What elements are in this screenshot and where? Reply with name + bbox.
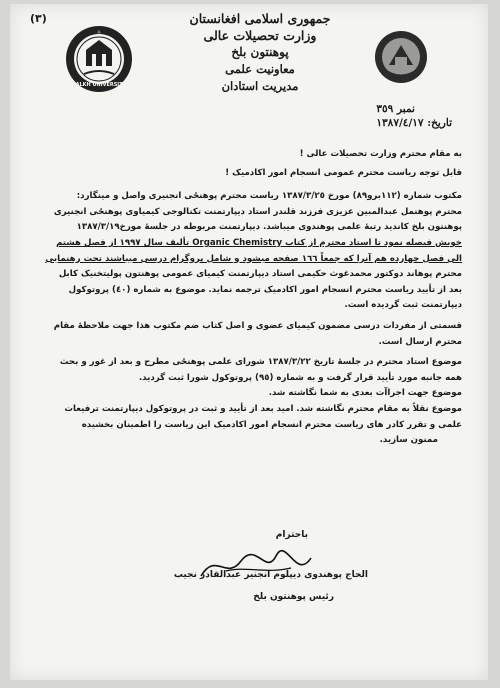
body-line: دیپارتمنت ثبت گردیده است. bbox=[344, 300, 462, 311]
reference-block bbox=[376, 102, 452, 130]
signer-name: الحاج پوهندوی دیپلوم انجنیر عبدالقادر نجیب bbox=[173, 570, 368, 580]
body-line: موضوع استاد محترم در جلسهٔ تاریخ ١٣٨٧/٣/٢٢ شورای علمی پوهنځی مطرح و بعد از غور و بحث bbox=[59, 357, 462, 368]
closing-regards: باحترام bbox=[275, 530, 308, 540]
letterhead bbox=[160, 10, 360, 95]
body-line: موضوع جهت اجراآت بعدی به شما نگاشته شد. bbox=[268, 388, 462, 399]
header-line-5: مدیریت استادان bbox=[221, 79, 299, 93]
body-line: قسمتی از مفردات درسی مضمون کیمیای عضوی و اصل کتاب ضم مکتوب هذا جهت ملاحظهٔ مقام bbox=[53, 320, 462, 331]
document-page bbox=[10, 4, 488, 680]
page-number-mark: (٣) bbox=[30, 12, 47, 25]
body-line: مکتوب شماره (١١٢برو٨٩) مورخ ١٣٨٧/٣/٢٥ ریاست محترم پوهنځی انجنیری واصل و مینگارد: bbox=[76, 191, 462, 202]
body-line: الی فصل چهارده هم آنرا که جمعاً ١٦٦ صفحه میشود و شامل پروگرام درسی میباشند تحت رهنمایی bbox=[45, 253, 462, 264]
body-line: ممنون سازید. bbox=[379, 435, 438, 446]
body-line: همه جانبه مورد تأیید قرار گرفت و به شماره (٩٥) پروتوکول شورا ثبت گردید. bbox=[138, 372, 462, 383]
attention-line: قابل توجه ریاست محترم عمومی انسجام امور اکادمیک ! bbox=[225, 167, 462, 178]
reference-number: نمبر ٣٥٩ bbox=[376, 103, 415, 115]
signer-title: رئیس پوهنتون بلخ bbox=[253, 592, 334, 602]
handwritten-signature-icon bbox=[196, 546, 316, 586]
addressee-line: به مقام محترم وزارت تحصیلات عالی ! bbox=[299, 149, 462, 159]
header-line-3: پوهنتون بلخ bbox=[231, 45, 289, 59]
reference-date: تاریخ: ١٣٨٧/٤/١٧ bbox=[376, 117, 452, 129]
letter-body bbox=[36, 147, 462, 449]
svg-text:☼: ☼ bbox=[96, 30, 102, 36]
body-line: محترم پوهنمل عبدالمبین عزیزی فرزند قلندر استاد دیپارتمنت تکنالوجی کیمیاوی پوهنځی انجنیری bbox=[53, 206, 462, 217]
header-line-1: جمهوری اسلامی افغانستان bbox=[189, 11, 331, 26]
body-line: محترم ارسال است. bbox=[378, 336, 462, 347]
university-seal-icon bbox=[64, 24, 134, 94]
body-line: علمی و تقرر کادر های ریاست محترم انسجام امور اکادمیک این ریاست را اطمینان بخشیده bbox=[81, 419, 462, 430]
header-line-4: معاونیت علمی bbox=[225, 62, 295, 76]
body-line: خویش فیصله نمود تا استاد محترم از کتاب Organic Chemistry تألیف سال ١٩٩٧ از فصل هشتم bbox=[56, 237, 462, 248]
header-line-2: وزارت تحصیلات عالی bbox=[203, 28, 317, 43]
body-line: موضوع نقلاً به مقام محترم نگاشته شد. امید بعد از تأیید و ثبت در پروتوکول دیپارتمنت ترفیعات bbox=[64, 403, 462, 414]
body-line: محترم پوهاند دوکتور محمدغوث حکیمی استاد دیپارتمنت کیمیای عمومی پوهنتون پولیتخنیک کابل bbox=[58, 269, 462, 280]
national-emblem-icon bbox=[373, 29, 429, 85]
body-line: پوهنتون بلخ کاندید رتبهٔ علمی پوهندوی میباشد. دیپارتمنت مربوطه در جلسهٔ مورخ١٣٨٧/٣/١٩ bbox=[76, 222, 462, 233]
seal-text: BALKH UNIVERSITY bbox=[71, 82, 127, 88]
body-line: بعد از تأیید ریاست محترم انسجام امور اکادمیک ترجمه نماید. موضوع به شماره (٤٠) پروتوکول bbox=[68, 284, 462, 295]
